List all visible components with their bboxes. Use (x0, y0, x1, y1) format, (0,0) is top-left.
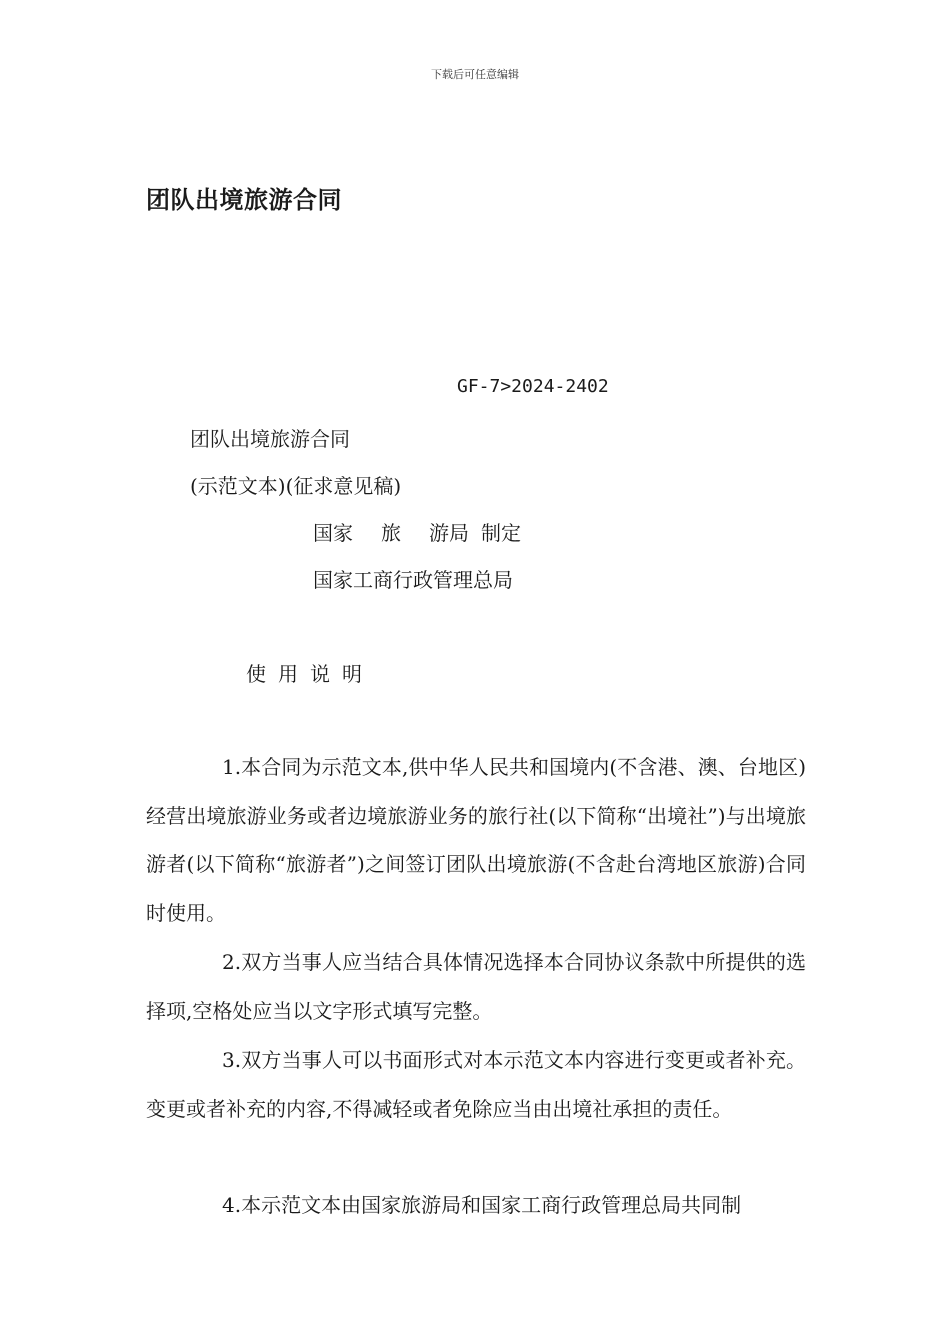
document-code: GF-7>2024-2402 (457, 376, 609, 397)
issuer-1-part-1: 国家 (313, 521, 353, 545)
paragraph-4: 4.本示范文本由国家旅游局和国家工商行政管理总局共同制 (222, 1193, 742, 1217)
paragraph-2: 2.双方当事人应当结合具体情况选择本合同协议条款中所提供的选择项,空格处应当以文字形式填写完整。 (146, 950, 806, 1023)
issuer-line-2: 国家工商行政管理总局 (313, 568, 513, 592)
issuer-line-1 (313, 517, 521, 546)
document-title: 团队出境旅游合同 (146, 186, 342, 214)
issuer-1-part-4: 制定 (481, 521, 521, 545)
issuer-1-part-3: 游局 (429, 521, 469, 545)
paragraph-3: 3.双方当事人可以书面形式对本示范文本内容进行变更或者补充。变更或者补充的内容,不得减轻或者免除应当由出境社承担的责任。 (146, 1048, 806, 1121)
section-heading: 使用说明 (246, 662, 374, 686)
contract-subtitle: 团队出境旅游合同 (190, 427, 350, 451)
header-note: 下载后可任意编辑 (431, 68, 519, 81)
issuer-1-part-2: 旅 (381, 521, 401, 545)
paragraph-1: 1.本合同为示范文本,供中华人民共和国境内(不含港、澳、台地区)经营出境旅游业务或者边境旅游业务的旅行社(以下简称“出境社”)与出境旅游者(以下简称“旅游者”)之间签订团队出境旅游(不含赴台湾地区旅游)合同时使用。 (146, 755, 806, 925)
contract-subtitle-note: (示范文本)(征求意见稿) (190, 474, 402, 498)
